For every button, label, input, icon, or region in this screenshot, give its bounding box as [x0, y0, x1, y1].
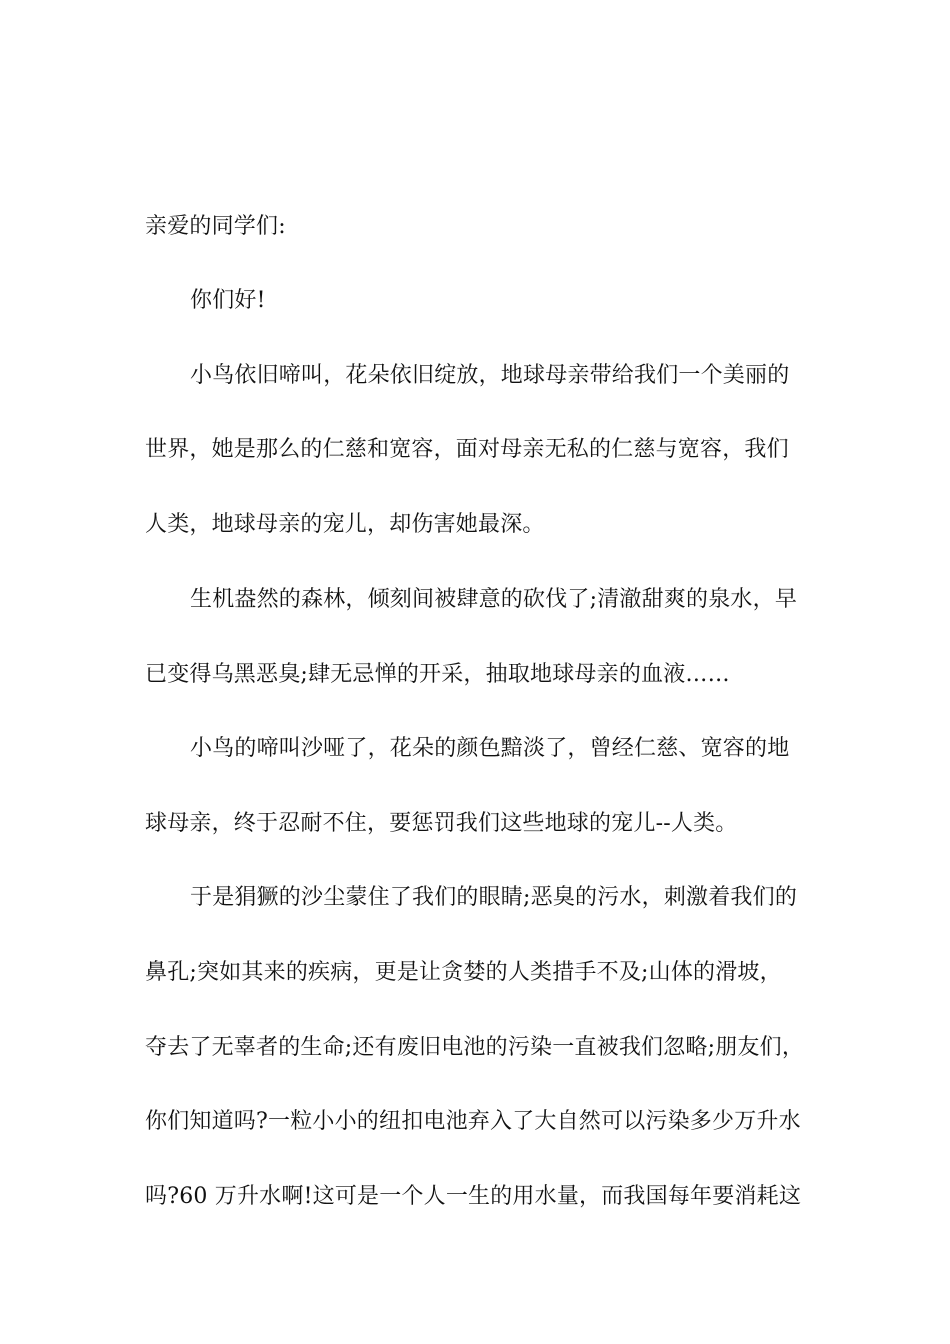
paragraph-4-line-4: 你们知道吗?一粒小小的纽扣电池弃入了大自然可以污染多少万升水: [145, 1109, 801, 1134]
paragraph-3-line-1: 小鸟的啼叫沙哑了，花朵的颜色黯淡了，曾经仁慈、宽容的地: [190, 736, 790, 761]
paragraph-4-line-2: 鼻孔;突如其来的疾病，更是让贪婪的人类措手不及;山体的滑坡，: [145, 960, 782, 985]
paragraph-4-line-5: 吗?60 万升水啊!这可是一个人一生的用水量，而我国每年要消耗这: [145, 1184, 802, 1209]
greeting: 你们好!: [190, 288, 266, 313]
salutation: 亲爱的同学们:: [145, 214, 286, 239]
paragraph-1-line-1: 小鸟依旧啼叫，花朵依旧绽放，地球母亲带给我们一个美丽的: [190, 363, 790, 388]
paragraph-4-line-3: 夺去了无辜者的生命;还有废旧电池的污染一直被我们忽略;朋友们，: [145, 1035, 805, 1060]
paragraph-1-line-3: 人类，地球母亲的宠儿，却伤害她最深。: [145, 512, 545, 537]
paragraph-2-line-2: 已变得乌黑恶臭;肆无忌惮的开采，抽取地球母亲的血液……: [145, 662, 730, 687]
paragraph-1-line-2: 世界，她是那么的仁慈和宽容，面对母亲无私的仁慈与宽容，我们: [145, 437, 789, 462]
paragraph-2-line-1: 生机盎然的森林，倾刻间被肆意的砍伐了;清澈甜爽的泉水，早: [190, 587, 798, 612]
paragraph-4-line-1: 于是狷獗的沙尘蒙住了我们的眼睛;恶臭的污水，刺激着我们的: [190, 885, 798, 910]
paragraph-3-line-2: 球母亲，终于忍耐不住，要惩罚我们这些地球的宠儿--人类。: [145, 811, 738, 836]
